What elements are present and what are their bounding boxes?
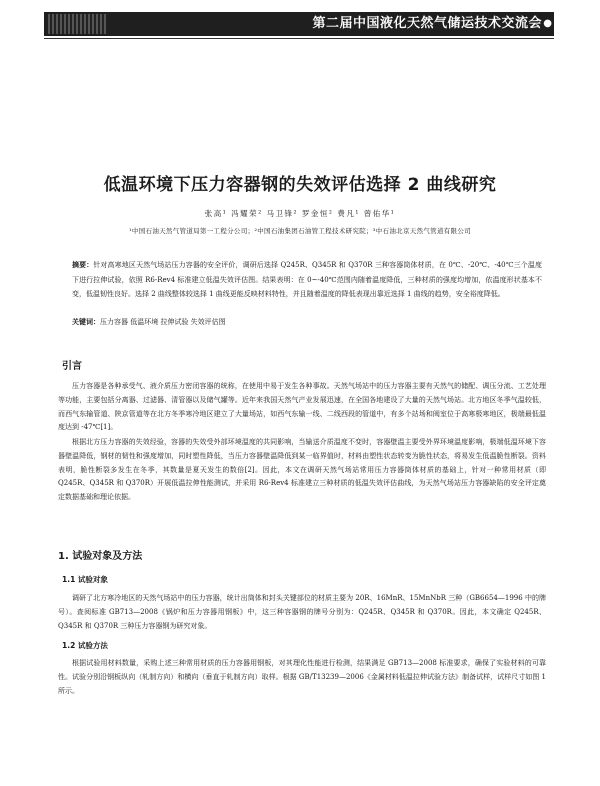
header-mark: ● bbox=[543, 18, 552, 29]
keywords bbox=[72, 315, 542, 329]
abstract-text: 针对高寒地区天然气场站压力容器的安全评价，调研后选择 Q245R、Q345R 和 Q370R 三种容器筒体材质，在 0℃、-20℃、-40℃三个温度下进行拉伸试验，依照 R6-Rev4 标准建立低温失效评估图。结果表明：在 0~-40℃范围内随着温度降低，三种材质的强度均增加，依温度形状基本不变，低温韧性良好。选择 2 曲线整体较选择 1 曲线更能反映材料特性，并且随着温度的降低表现出靠近选择 1 曲线的趋势，安全裕度降低。 bbox=[72, 261, 542, 298]
conference-logo bbox=[48, 14, 106, 34]
conference-title: 第二届中国液化天然气储运技术交流会 bbox=[312, 16, 542, 31]
section-1-heading: 1. 试验对象及方法 bbox=[58, 551, 143, 562]
section-1-1-paragraph: 调研了北方寒冷地区的天然气场站中的压力容器，统计出筒体和封头关键部位的材质主要为 20R、16MnR、15MnNbR 三种（GB6654—1996 中的牌号）。查阅标准 GB713—2008《锅炉和压力容器用钢板》中，这三种容器钢的牌号分别为：Q245R、Q345R 和 Q370R。因此，本文确定 Q245R、Q345R 和 Q370R 三种压力容器钢为研究对象。 bbox=[58, 594, 546, 630]
intro-paragraph-1: 压力容器是各种承受气、液介质压力密闭容器的统称，在使用中易于发生各种事故。天然气场站中的压力容器主要有天然气的储配、调压分流、工艺处理等功能，主要包括分离器、过滤器、清管器以及储气罐等。近年来我国天然气产业发展迅速，在全国各地建设了大量的天然气场站。北方地区冬季气温较低，而西气东输管道、陕京管道等在北方冬季寒冷地区建立了大量场站，如西气东输一线、二线西段的管道中，有多个站场和阀室位于高寒极寒地区，极端最低温度达到 -47℃[1]。 bbox=[58, 382, 546, 432]
abstract-label: 摘要： bbox=[72, 260, 94, 269]
section-1-2-heading: 1.2 试验方法 bbox=[62, 641, 108, 650]
paper-title: 低温环境下压力容器钢的失效评估选择 2 曲线研究 bbox=[103, 175, 497, 195]
affiliations: ¹中国石油天然气管道局第一工程分公司；²中国石油集团石油管工程技术研究院；³中石油北京天然气管道有限公司 bbox=[129, 227, 471, 235]
abstract bbox=[72, 258, 542, 302]
keywords-text: 压力容器 低温环境 拉伸试验 失效评估图 bbox=[100, 318, 226, 326]
section-1-2-paragraph: 根据试验用材料数量，采购上述三种常用材质的压力容器用钢板，对其理化性能进行检测，结果满足 GB713—2008 标准要求，确保了实验材料的可靠性。试验分别沿钢板纵向（轧制方向）和横向（垂直于轧制方向）取样。根据 GB/T13239—2006《金属材料低温拉伸试验方法》制备试样，试样尺寸如图 1 所示。 bbox=[58, 659, 546, 695]
section-1-1-heading: 1.1 试验对象 bbox=[62, 575, 108, 584]
keywords-label: 关键词： bbox=[72, 317, 100, 326]
header-rule bbox=[44, 38, 554, 39]
intro-paragraph-2: 根据北方压力容器的失效经验，容器的失效受外部环境温度的共同影响，当输送介质温度不变时，容器壁温主要受外界环境温度影响，极端低温环境下容器壁温降低，钢材的韧性和强度增加，同时塑性降低，当压力容器壁温降低到某一临界值时，材料由塑性状态转变为脆性状态，将易发生低温脆性断裂。资料表明，脆性断裂多发生在冬季，其数量是夏天发生的数倍[2]。因此，本文在调研天然气场站常用压力容器筒体材质的基础上，针对一种常用材质（即 Q245R、Q345R 和 Q370R）开展低温拉伸性能测试，并采用 R6-Rev4 标准建立三种材质的低温失效评估曲线，为天然气场站压力容器缺陷的安全评定奠定数据基础和理论依据。 bbox=[58, 438, 546, 502]
intro-heading: 引言 bbox=[62, 361, 82, 372]
authors: 张高¹ 冯耀荣² 马卫锋² 罗金恒² 费凡¹ 曾佑华¹ bbox=[204, 209, 396, 218]
